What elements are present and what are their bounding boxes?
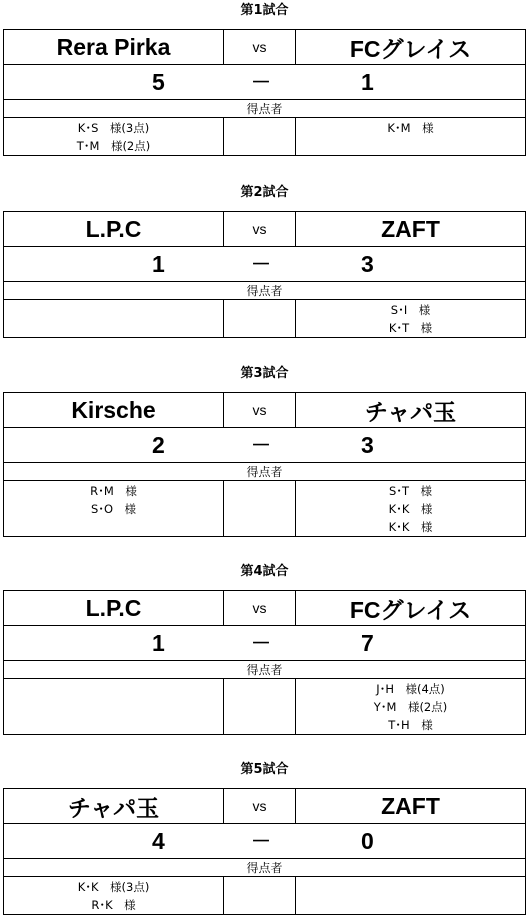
home-scorers bbox=[4, 300, 224, 337]
scorers-spacer bbox=[224, 118, 296, 155]
team-row bbox=[4, 789, 525, 824]
away-score: 0 bbox=[361, 828, 374, 854]
home-score: 2 bbox=[152, 432, 165, 458]
home-scorers bbox=[4, 679, 224, 734]
scorer: K･T 様 bbox=[388, 321, 433, 335]
home-score: 1 bbox=[152, 251, 165, 277]
away-team: FCグレイス bbox=[349, 35, 472, 62]
home-team: Rera Pirka bbox=[56, 33, 171, 60]
score-row bbox=[4, 428, 525, 463]
home-team: L.P.C bbox=[85, 594, 142, 621]
home-team: Kirsche bbox=[71, 396, 156, 423]
team-row bbox=[4, 393, 525, 428]
match-title: 第1試合 bbox=[240, 3, 289, 18]
away-score: 1 bbox=[361, 69, 374, 95]
home-team: チャパ玉 bbox=[67, 794, 160, 821]
score-dash: － bbox=[251, 252, 271, 276]
score-dash: － bbox=[251, 433, 271, 457]
scorers-label: 得点者 bbox=[4, 463, 525, 481]
team-row bbox=[4, 591, 525, 626]
away-scorers bbox=[296, 481, 525, 536]
scorers-label: 得点者 bbox=[4, 282, 525, 300]
scorers-spacer bbox=[224, 300, 296, 337]
home-scorers bbox=[4, 877, 224, 914]
vs-label: vs bbox=[252, 600, 267, 616]
match-table bbox=[3, 392, 526, 537]
team-row bbox=[4, 30, 525, 65]
scorer: J･H 様(4点) bbox=[376, 682, 445, 696]
scorers-label: 得点者 bbox=[4, 859, 525, 877]
vs-label: vs bbox=[252, 798, 267, 814]
score-dash: － bbox=[251, 829, 271, 853]
home-score: 1 bbox=[152, 630, 165, 656]
scorer: R･K 様 bbox=[91, 898, 136, 912]
match-table bbox=[3, 211, 526, 338]
away-score: 3 bbox=[361, 432, 374, 458]
vs-label: vs bbox=[252, 402, 267, 418]
match-title: 第3試合 bbox=[240, 366, 289, 381]
scorers-label: 得点者 bbox=[4, 661, 525, 679]
scorers-row bbox=[4, 481, 525, 536]
scorer: K･K 様 bbox=[388, 502, 433, 516]
score-row bbox=[4, 824, 525, 859]
match-table bbox=[3, 29, 526, 156]
scorers-spacer bbox=[224, 679, 296, 734]
home-scorers bbox=[4, 118, 224, 155]
scorers-spacer bbox=[224, 481, 296, 536]
away-score: 7 bbox=[361, 630, 374, 656]
scorers-label: 得点者 bbox=[4, 100, 525, 118]
match-table bbox=[3, 590, 526, 735]
vs-label: vs bbox=[252, 221, 267, 237]
scorer: T･M 様(2点) bbox=[76, 139, 151, 153]
score-dash: － bbox=[251, 70, 271, 94]
away-scorers bbox=[296, 118, 525, 155]
match-table bbox=[3, 788, 526, 915]
scorers-row bbox=[4, 877, 525, 914]
away-scorers bbox=[296, 877, 525, 914]
away-score: 3 bbox=[361, 251, 374, 277]
match-title: 第4試合 bbox=[240, 564, 289, 579]
scorer: Y･M 様(2点) bbox=[373, 700, 448, 714]
scorer: S･T 様 bbox=[388, 484, 433, 498]
scorer: S･O 様 bbox=[90, 502, 137, 516]
scorer: R･M 様 bbox=[90, 484, 137, 498]
home-score: 5 bbox=[152, 69, 165, 95]
away-team: ZAFT bbox=[381, 792, 440, 819]
home-score: 4 bbox=[152, 828, 165, 854]
away-scorers bbox=[296, 679, 525, 734]
team-row bbox=[4, 212, 525, 247]
scorer: K･K 様 bbox=[388, 520, 433, 534]
away-team: ZAFT bbox=[381, 215, 440, 242]
match-title: 第5試合 bbox=[240, 762, 289, 777]
match-title: 第2試合 bbox=[240, 185, 289, 200]
scorer: K･M 様 bbox=[387, 121, 434, 135]
scorer: S･I 様 bbox=[390, 303, 431, 317]
away-team: FCグレイス bbox=[349, 596, 472, 623]
away-team: チャパ玉 bbox=[364, 398, 457, 425]
scorer: K･K 様(3点) bbox=[77, 880, 150, 894]
score-row bbox=[4, 626, 525, 661]
score-row bbox=[4, 247, 525, 282]
scorer: T･H 様 bbox=[388, 718, 433, 732]
away-scorers bbox=[296, 300, 525, 337]
scorers-row bbox=[4, 679, 525, 734]
scorers-row bbox=[4, 118, 525, 155]
vs-label: vs bbox=[252, 39, 267, 55]
score-row bbox=[4, 65, 525, 100]
scorers-spacer bbox=[224, 877, 296, 914]
home-team: L.P.C bbox=[85, 215, 142, 242]
scorer: K･S 様(3点) bbox=[77, 121, 150, 135]
score-dash: － bbox=[251, 631, 271, 655]
home-scorers bbox=[4, 481, 224, 536]
scorers-row bbox=[4, 300, 525, 337]
